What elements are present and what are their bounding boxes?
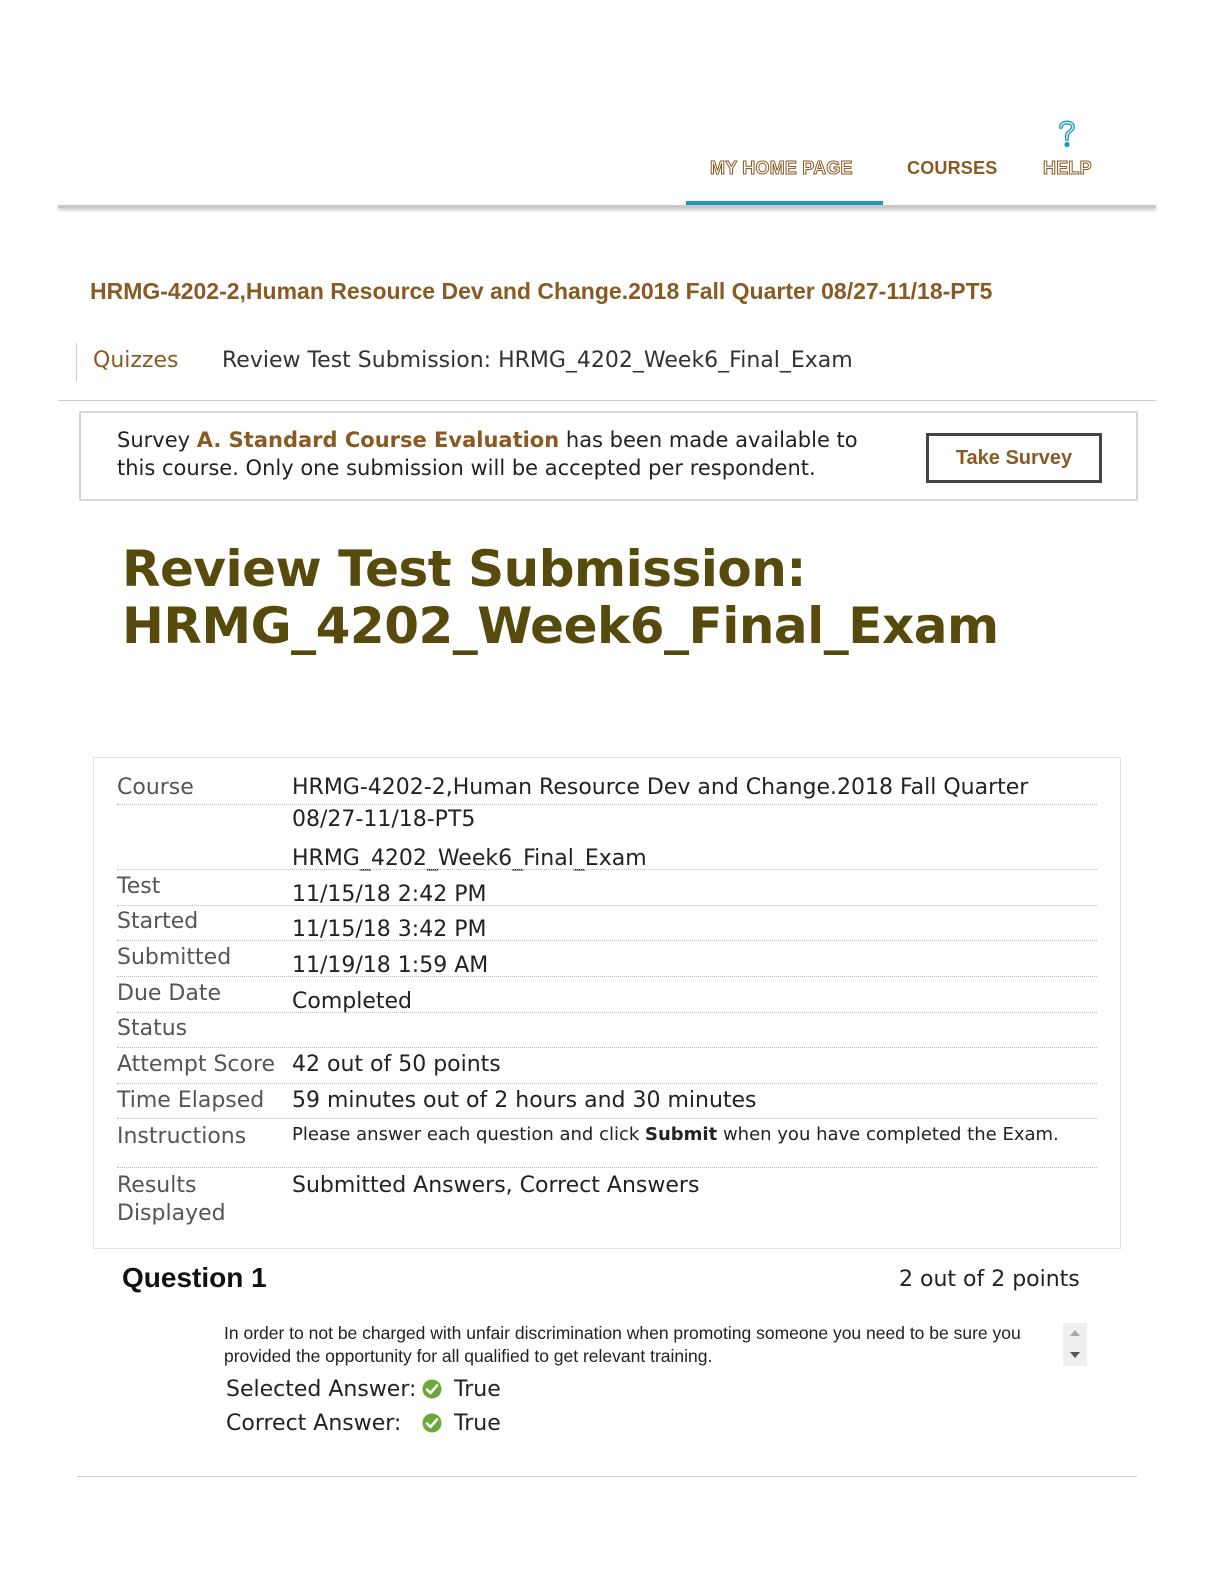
row-divider <box>117 1083 1097 1084</box>
course-title[interactable]: HRMG-4202-2,Human Resource Dev and Change.2018 Fall Quarter 08/27-11/18-PT5 <box>90 278 993 304</box>
value-attempt-score: 42 out of 50 points <box>292 1052 501 1077</box>
label-results: Results <box>117 1173 197 1198</box>
instructions-text-end: when you have completed the Exam. <box>717 1124 1059 1145</box>
correct-check-icon <box>422 1413 442 1433</box>
submission-details-table <box>93 757 1121 1249</box>
page-title <box>122 541 999 655</box>
question-divider <box>77 1476 1137 1477</box>
survey-suffix: has been made available to this course. Only one submission will be accepted per respondent. <box>117 428 858 480</box>
survey-link[interactable]: A. Standard Course Evaluation <box>196 428 560 452</box>
breadcrumb-current: Review Test Submission: HRMG_4202_Week6_Final_Exam <box>222 348 853 373</box>
nav-courses[interactable]: COURSES <box>907 158 998 178</box>
value-time-elapsed: 59 minutes out of 2 hours and 30 minutes <box>292 1088 757 1113</box>
value-status: Completed <box>292 989 412 1014</box>
value-started: 11/15/18 2:42 PM <box>292 882 487 907</box>
breadcrumb <box>76 343 853 381</box>
question-scrollbar[interactable] <box>1063 1323 1087 1366</box>
label-instructions: Instructions <box>117 1124 247 1149</box>
breadcrumb-quizzes[interactable]: Quizzes <box>93 348 179 373</box>
selected-answer-value: True <box>454 1377 501 1402</box>
take-survey-button[interactable]: Take Survey <box>926 433 1102 483</box>
label-due-date: Due Date <box>117 981 221 1006</box>
help-question-icon[interactable] <box>1056 118 1078 148</box>
label-displayed: Displayed <box>117 1201 226 1226</box>
survey-notice <box>79 411 1138 501</box>
instructions-text: Please answer each question and click <box>292 1124 646 1145</box>
value-submitted: 11/15/18 3:42 PM <box>292 917 487 942</box>
value-test: HRMG_4202_Week6_Final_Exam <box>292 846 647 871</box>
page-title-line1: Review Test Submission: <box>122 540 806 598</box>
question-text: In order to not be charged with unfair discrimination when promoting someone you need to be sure you provided the opportunity for all qualified to get relevant training. <box>224 1323 1021 1366</box>
scroll-arrows-icon[interactable] <box>1063 1323 1087 1366</box>
row-divider <box>117 869 1097 870</box>
selected-answer-row <box>226 1377 501 1402</box>
row-divider <box>117 1012 1097 1013</box>
label-started: Started <box>117 909 199 934</box>
survey-message <box>117 426 897 482</box>
value-results: Submitted Answers, Correct Answers <box>292 1173 700 1198</box>
nav-my-home-page[interactable]: MY HOME PAGE <box>710 158 853 178</box>
row-divider <box>117 1167 1097 1168</box>
row-divider <box>117 1047 1097 1048</box>
label-submitted: Submitted <box>117 945 232 970</box>
correct-check-icon <box>422 1379 442 1399</box>
page-title-line2: HRMG_4202_Week6_Final_Exam <box>122 597 999 655</box>
row-divider <box>117 905 1097 906</box>
row-divider <box>117 1118 1097 1119</box>
row-divider <box>117 804 1097 805</box>
value-due-date: 11/19/18 1:59 AM <box>292 953 489 978</box>
row-divider <box>117 940 1097 941</box>
header-divider <box>58 205 1156 208</box>
value-instructions <box>292 1124 1059 1145</box>
survey-prefix: Survey <box>117 428 197 452</box>
correct-answer-value: True <box>454 1411 501 1436</box>
label-time-elapsed: Time Elapsed <box>117 1088 265 1113</box>
value-course-line1: HRMG-4202-2,Human Resource Dev and Change.2018 Fall Quarter <box>292 775 1029 800</box>
label-attempt-score: Attempt Score <box>117 1052 276 1077</box>
instructions-submit-word: Submit <box>645 1124 718 1145</box>
label-status: Status <box>117 1016 188 1041</box>
correct-answer-row <box>226 1411 501 1436</box>
nav-help[interactable]: HELP <box>1043 158 1092 178</box>
row-divider <box>117 976 1097 977</box>
breadcrumb-divider <box>58 400 1156 401</box>
label-test: Test <box>117 874 161 899</box>
question-points: 2 out of 2 points <box>899 1267 1080 1292</box>
label-course: Course <box>117 775 194 800</box>
selected-answer-label: Selected Answer: <box>226 1377 417 1402</box>
correct-answer-label: Correct Answer: <box>226 1411 402 1436</box>
question-title: Question 1 <box>122 1262 267 1293</box>
value-course-line2: 08/27-11/18-PT5 <box>292 807 476 832</box>
